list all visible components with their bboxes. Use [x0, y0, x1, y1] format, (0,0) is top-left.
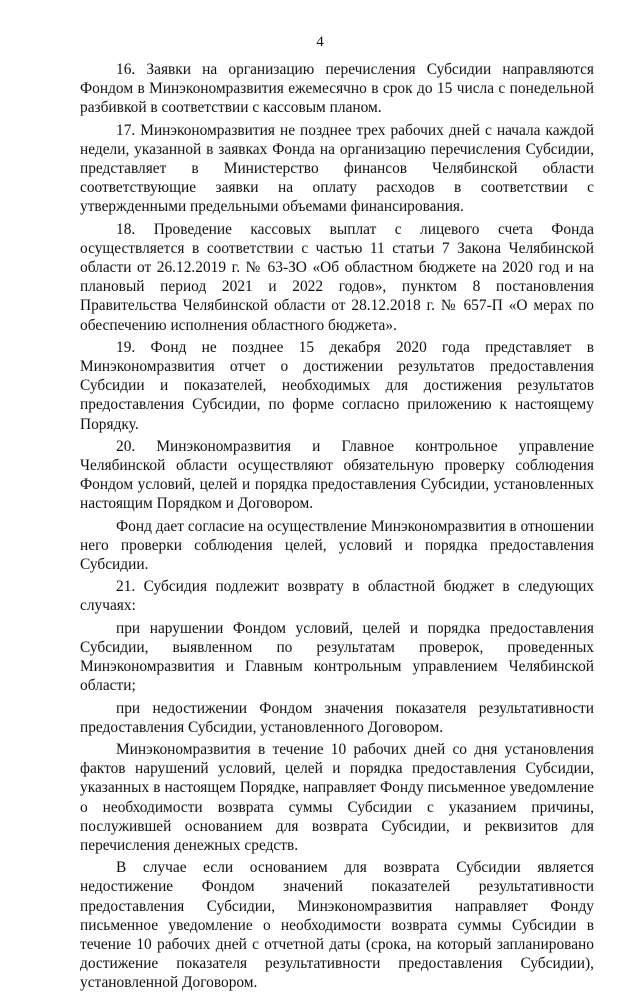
page-number: 4 — [316, 34, 324, 50]
paragraph-18: 18. Проведение кассовых выплат с лицевого счета Фонда осуществляется в соответствии с частью 11 статьи 7 Закона Челябинской области от 26.12.2019 г. № 63-ЗО «Об областном бюджете на 2020 год и на плановый период 2021 и 2022 годов», пунктом 8 постановления Правительства Челябинской области от 28.12.2018 г. № 657-П «О мерах по обеспечению исполнения областного бюджета». — [80, 220, 594, 334]
paragraph-21-case-nonachievement: при недостижении Фондом значения показателя результативности предоставления Субсидии, установленного Договором. — [80, 699, 594, 736]
document-body — [80, 60, 594, 996]
paragraph-20-consent: Фонд дает согласие на осуществление Минэкономразвития в отношении него проверки соблюдения целей, условий и порядка предоставления Субсидии. — [80, 517, 595, 574]
paragraph-19: 19. Фонд не позднее 15 декабря 2020 года представляет в Минэкономразвития отчет о достижении результатов предоставления Субсидии и показателей, необходимых для достижения результатов предоставления Субсидии, по форме согласно приложению к настоящему Порядку. — [80, 338, 594, 433]
paragraph-21: 21. Субсидия подлежит возврату в областной бюджет в следующих случаях: — [80, 578, 594, 615]
paragraph-21-notice-violation: Минэкономразвития в течение 10 рабочих дней со дня установления фактов нарушений условий, целей и порядка предоставления Субсидии, указанных в настоящем Порядке, направляет Фонду письменное уведомление о необходимости возврата суммы Субсидии с указанием причины, послужившей основанием для возврата Субсидии, и реквизитов для перечисления денежных средств. — [80, 740, 594, 854]
paragraph-21-case-violation: при нарушении Фондом условий, целей и порядка предоставления Субсидии, выявленном по результатам проверок, проведенных Минэкономразвития и Главным контрольным управлением Челябинской области; — [80, 619, 594, 695]
paragraph-20: 20. Минэкономразвития и Главное контрольное управление Челябинской области осуществляют обязательную проверку соблюдения Фондом условий, целей и порядка предоставления Субсидии, установленных настоящим Порядком и Договором. — [80, 437, 594, 513]
paragraph-21-notice-nonachievement: В случае если основанием для возврата Субсидии является недостижение Фондом значений показателей результативности предоставления Субсидии, Минэкономразвития направляет Фонду письменное уведомление о необходимости возврата суммы Субсидии в течение 10 рабочих дней с отчетной даты (срока, на который запланировано достижение показателя результативности предоставления Субсидии), установленной Договором. — [80, 859, 594, 992]
paragraph-16: 16. Заявки на организацию перечисления Субсидии направляются Фондом в Минэкономразвития ежемесячно в срок до 15 числа с понедельной разбивкой в соответствии с кассовым планом. — [80, 61, 594, 117]
paragraph-17: 17. Минэкономразвития не позднее трех рабочих дней с начала каждой недели, указанной в заявках Фонда на организацию перечисления Субсидии, представляет в Министерство финансов Челябинской области соответствующие заявки на оплату расходов в соответствии с утвержденными предельными объемами финансирования. — [80, 121, 594, 216]
